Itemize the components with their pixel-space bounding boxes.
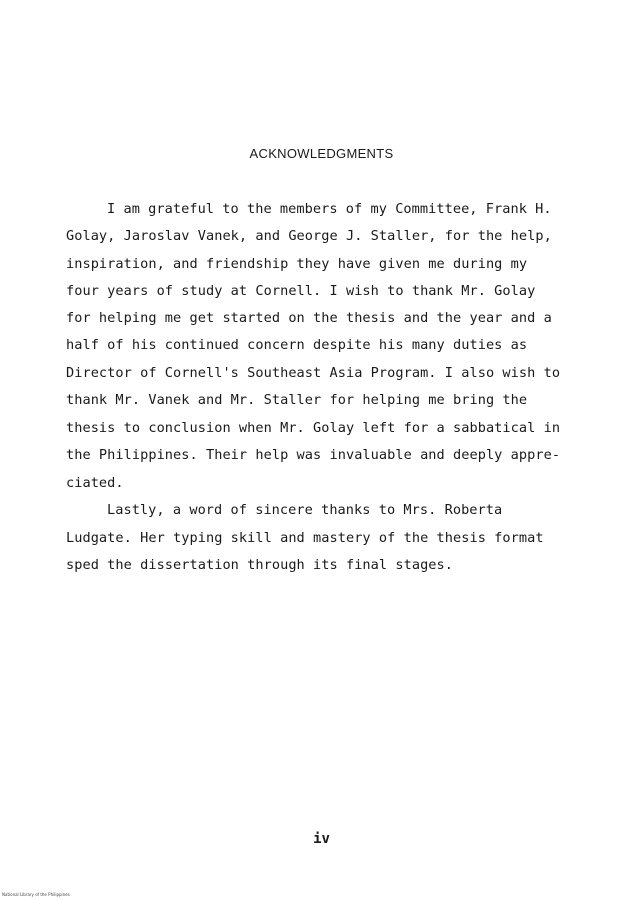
paragraph-line: four years of study at Cornell. I wish to thank Mr. Golay (66, 283, 536, 299)
paragraph-line: I am grateful to the members of my Committee, Frank H. (107, 201, 552, 217)
paragraph-line: half of his continued concern despite his many duties as (66, 337, 528, 353)
paragraph-line: ciated. (66, 475, 124, 491)
paragraph-line: inspiration, and friendship they have given me during my (66, 256, 528, 272)
paragraph-line: Director of Cornell's Southeast Asia Program. I also wish to (66, 365, 561, 381)
paragraph-line: Ludgate. Her typing skill and mastery of the thesis format (66, 530, 544, 546)
paragraph-line: sped the dissertation through its final stages. (66, 557, 454, 573)
page-number: iv (313, 831, 330, 847)
paragraph-line: for helping me get started on the thesis and the year and a (66, 310, 552, 326)
paragraph-line: the Philippines. Their help was invaluable and deeply appre- (66, 447, 561, 463)
paragraph-line: Lastly, a word of sincere thanks to Mrs. Roberta (107, 502, 503, 518)
paragraph-line: thank Mr. Vanek and Mr. Staller for helping me bring the (66, 392, 528, 408)
paragraph-line: thesis to conclusion when Mr. Golay left for a sabbatical in (66, 420, 561, 436)
footer-note: National Library of the Philippines (2, 892, 70, 897)
paragraph-line: Golay, Jaroslav Vanek, and George J. Staller, for the help, (66, 228, 552, 244)
page-title: ACKNOWLEDGMENTS (249, 146, 394, 161)
